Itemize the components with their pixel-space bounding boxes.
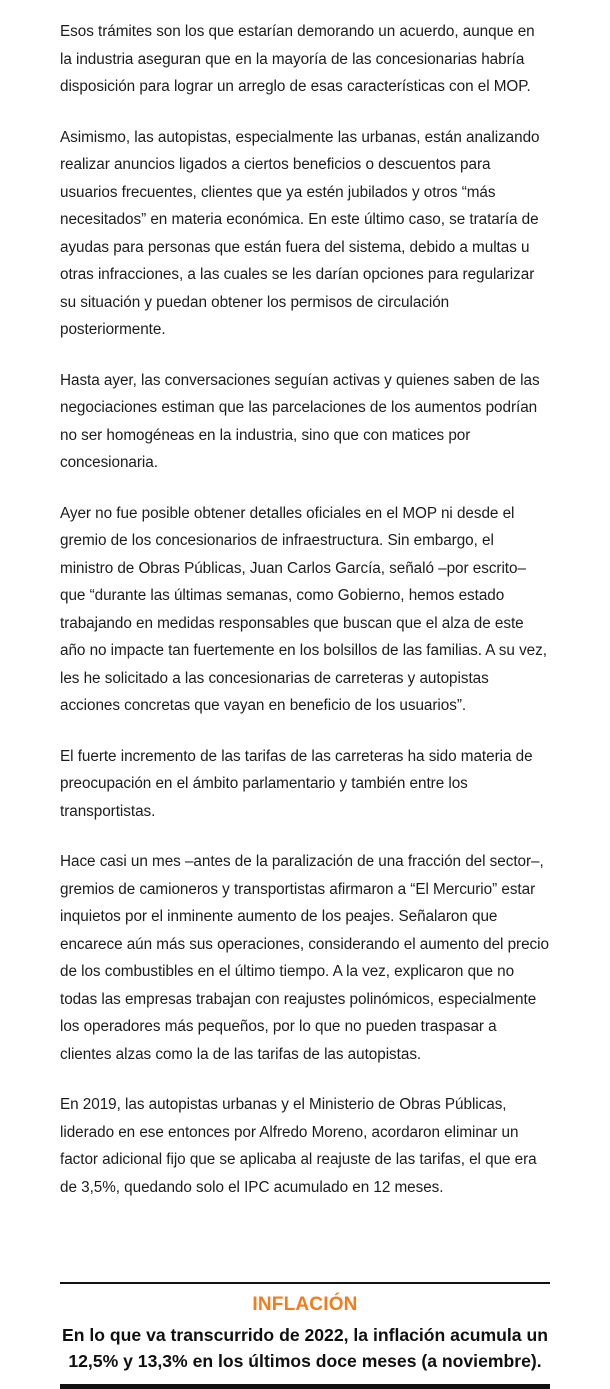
inflation-callout [60, 1282, 550, 1389]
article-paragraph: En 2019, las autopistas urbanas y el Ministerio de Obras Públicas, liderado en ese entonces por Alfredo Moreno, acordaron eliminar un factor adicional fijo que se aplicaba al reajuste de las tarifas, el que era de 3,5%, quedando solo el IPC acumulado en 12 meses. [60, 1096, 537, 1196]
callout-text: En lo que va transcurrido de 2022, la inflación acumula un 12,5% y 13,3% en los últimos doce meses (a noviembre). [62, 1325, 548, 1371]
callout-title: INFLACIÓN [252, 1294, 358, 1315]
article-paragraph: El fuerte incremento de las tarifas de las carreteras ha sido materia de preocupación en el ámbito parlamentario y también entre los transportistas. [60, 747, 533, 820]
article-paragraph: Ayer no fue posible obtener detalles oficiales en el MOP ni desde el gremio de los concesionarios de infraestructura. Sin embargo, el ministro de Obras Públicas, Juan Carlos García, señaló –por escrito– que “durante las últimas semanas, como Gobierno, hemos estado trabajando en medidas responsables que buscan que el alza de este año no impacte tan fuertemente en los bolsillos de las familias. A su vez, les he solicitado a las concesionarias de carreteras y autopistas acciones concretas que vayan en beneficio de los usuarios”. [60, 504, 547, 714]
article-paragraph: Hace casi un mes –antes de la paralización de una fracción del sector–, gremios de camioneros y transportistas afirmaron a “El Mercurio” estar inquietos por el inminente aumento de los peajes. Señalaron que encarece aún más sus operaciones, considerando el aumento del precio de los combustibles en el último tiempo. A la vez, explicaron que no todas las empresas trabajan con reajustes polinómicos, especialmente los operadores más pequeños, por lo que no pueden traspasar a clientes alzas como la de las tarifas de las autopistas. [60, 853, 549, 1063]
article-paragraph: Asimismo, las autopistas, especialmente las urbanas, están analizando realizar anuncios ligados a ciertos beneficios o descuentos para usuarios frecuentes, clientes que ya estén jubilados y otros “más necesitados” en materia económica. En este último caso, se trataría de ayudas para personas que están fuera del sistema, debido a multas u otras infracciones, a las cuales se les darían opciones para regularizar su situación y puedan obtener los permisos de circulación posteriormente. [60, 128, 540, 338]
callout-bottom-divider [60, 1384, 550, 1389]
article-paragraph: Esos trámites son los que estarían demorando un acuerdo, aunque en la industria aseguran que en la mayoría de las concesionarias habría disposición para lograr un arreglo de esas características con el MOP. [60, 23, 535, 95]
article-paragraph: Hasta ayer, las conversaciones seguían activas y quienes saben de las negociaciones estiman que las parcelaciones de los aumentos podrían no ser homogéneas en la industria, sino que con matices por concesionaria. [60, 371, 540, 471]
callout-top-divider [60, 1282, 550, 1284]
article-body [60, 18, 550, 1201]
